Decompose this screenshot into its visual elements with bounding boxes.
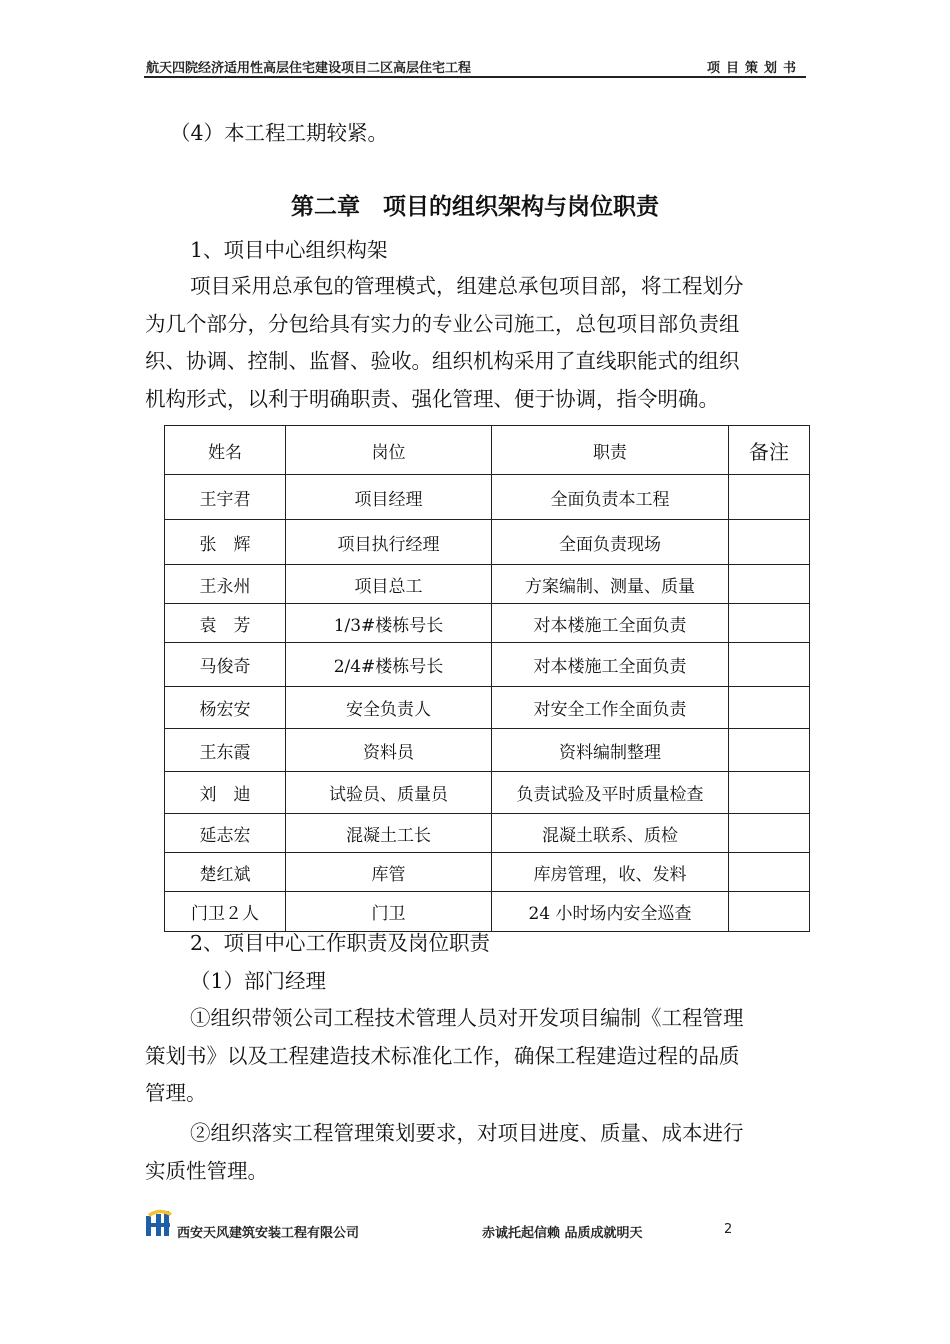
cell-note [729,853,810,892]
cell-note [729,604,810,643]
cell-note [729,814,810,853]
cell-name: 王永州 [165,565,286,604]
table-row [165,853,810,892]
table-row [165,604,810,643]
section2-title: 2、项目中心工作职责及岗位职责 [190,931,491,955]
cell-position: 混凝土工长 [286,814,492,853]
table-row [165,643,810,687]
cell-name: 门卫２人 [165,892,286,932]
company-logo-icon [144,1208,174,1238]
cell-duty: 对安全工作全面负责 [492,687,729,729]
cell-note [729,520,810,565]
cell-duty: 全面负责本工程 [492,475,729,520]
cell-name: 王东霞 [165,729,286,772]
column-header-note: 备注 [729,426,810,475]
paragraph-line: ①组织带领公司工程技术管理人员对开发项目编制《工程管理 [190,1006,744,1030]
item2-paragraph [145,1115,805,1190]
paragraph-line: 管理。 [145,1081,207,1105]
chapter-title: 第二章 项目的组织架构与岗位职责 [291,194,659,220]
cell-duty: 资料编制整理 [492,729,729,772]
cell-position: 门卫 [286,892,492,932]
cell-duty: 库房管理，收、发料 [492,853,729,892]
cell-duty: 对本楼施工全面负责 [492,643,729,687]
paragraph-line: ②组织落实工程管理策划要求，对项目进度、质量、成本进行 [190,1121,744,1145]
intro-line: （4）本工程工期较紧。 [170,121,389,145]
cell-name: 袁 芳 [165,604,286,643]
cell-note [729,475,810,520]
footer-company-name: 西安天风建筑安装工程有限公司 [177,1226,360,1241]
cell-duty: 混凝土联系、质检 [492,814,729,853]
column-header-position: 岗位 [286,426,492,475]
header-project-title: 航天四院经济适用性高层住宅建设项目二区高层住宅工程 [146,61,472,76]
cell-position: 试验员、质量员 [286,772,492,814]
table-row [165,772,810,814]
cell-note [729,643,810,687]
paragraph-line: 项目采用总承包的管理模式，组建总承包项目部，将工程划分 [190,274,744,298]
cell-name: 王宇君 [165,475,286,520]
section1-title: 1、项目中心组织构架 [190,238,388,262]
cell-position: 2/4#楼栋号长 [286,643,492,687]
page-number: 2 [724,1222,733,1237]
cell-position: 项目执行经理 [286,520,492,565]
cell-name: 延志宏 [165,814,286,853]
paragraph-line: 机构形式，以利于明确职责、强化管理、便于协调，指令明确。 [145,386,719,411]
table-row [165,475,810,520]
cell-position: 项目总工 [286,565,492,604]
cell-duty: 负责试验及平时质量检查 [492,772,729,814]
table-row [165,814,810,853]
cell-duty: 全面负责现场 [492,520,729,565]
page-footer [144,1208,806,1244]
staff-table [164,425,810,932]
table-row [165,729,810,772]
cell-name: 楚红斌 [165,853,286,892]
cell-position: 项目经理 [286,475,492,520]
cell-name: 刘 迪 [165,772,286,814]
section1-paragraph [145,268,805,418]
table-row [165,892,810,932]
cell-duty: 对本楼施工全面负责 [492,604,729,643]
section2-subtitle: （1）部门经理 [190,969,327,993]
item1-paragraph [145,1000,805,1113]
cell-position: 库管 [286,853,492,892]
paragraph-line: 织、协调、控制、监督、验收。组织机构采用了直线职能式的组织 [145,349,740,373]
page-header [144,54,806,78]
column-header-duty: 职责 [492,426,729,475]
cell-note [729,729,810,772]
cell-duty: 24 小时场内安全巡查 [492,892,729,932]
cell-name: 张 辉 [165,520,286,565]
table-row [165,687,810,729]
paragraph-line: 策划书》以及工程建造技术标准化工作，确保工程建造过程的品质 [145,1043,740,1068]
cell-note [729,687,810,729]
column-header-name: 姓名 [165,426,286,475]
table-row [165,565,810,604]
table-header-row [165,426,810,475]
cell-name: 马俊奇 [165,643,286,687]
cell-note [729,892,810,932]
cell-note [729,772,810,814]
cell-position: 安全负责人 [286,687,492,729]
footer-slogan: 赤诚托起信赖 品质成就明天 [482,1226,643,1241]
cell-name: 杨宏安 [165,687,286,729]
cell-position: 1/3#楼栋号长 [286,604,492,643]
paragraph-line: 实质性管理。 [145,1158,268,1183]
cell-duty: 方案编制、测量、质量 [492,565,729,604]
table-row [165,520,810,565]
header-document-type: 项目策划书 [706,61,802,76]
cell-note [729,565,810,604]
cell-position: 资料员 [286,729,492,772]
paragraph-line: 为几个部分，分包给具有实力的专业公司施工，总包项目部负责组 [145,311,740,336]
